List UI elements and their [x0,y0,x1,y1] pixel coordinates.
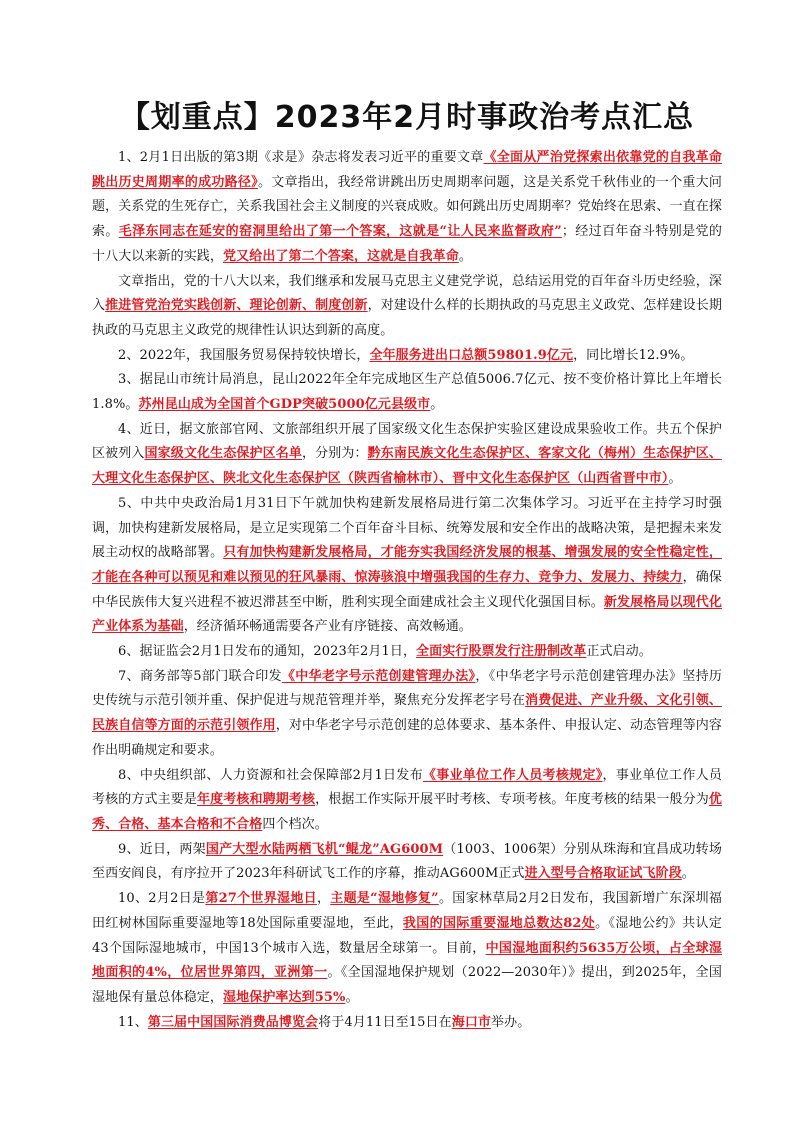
highlighted-text: 我国的国际重要湿地总数达82处 [402,915,596,931]
highlighted-text: 海口市 [451,1014,492,1030]
highlighted-text: 第三届中国国际消费品博览会 [147,1014,319,1030]
body-text: 。文章指出，我经常讲跳出历史周期率问题，这是关系党千秋伟业的一个重大问题，关系党的生死存亡，关系我国社会主义制度的兴衰成败。如何跳出历史周期率？党始终在思索、一直在探索。 [92,174,722,240]
body-text: 4、近日，据文旅部官网、文旅部组织开展了国家级文化生态保护实验区建设成果验收工作。共五个保护区被列入 [92,421,722,462]
paragraph-4 [92,368,722,417]
body-text: 。《湿地公约》共认定43个国际湿地城市，中国13个城市入选，数量居全球第一。目前， [92,915,722,956]
body-text: ，根据工作实际开展平时考核、专项考核。年度考核的结果一般分为 [315,792,709,808]
body-text: ，同比增长12.9%。 [573,347,694,363]
highlighted-text: 优秀、合格、基本合格和不合格 [92,792,722,832]
paragraph-2 [92,270,722,344]
article-body [92,146,722,1035]
body-text: 文章指出，党的十八大以来，我们继承和发展马克思主义建党学说，总结运用党的百年奋斗历史经验，深入 [92,273,722,314]
paragraph-10 [92,838,722,887]
body-text: 正式启动。 [586,644,652,660]
body-text: 3、据昆山市统计局消息，昆山2022年全年完成地区生产总值5006.7亿元、按不变价格计算比上年增长1.8%。 [92,372,722,413]
paragraph-11 [92,887,722,1011]
body-text: 2、2022年，我国服务贸易保持较快增长， [118,347,370,363]
highlighted-text: 毛泽东同志在延安的窑洞里给出了第一个答案，这就是“让人民来监督政府” [118,224,562,240]
highlighted-text: 黔东南民族文化生态保护区、客家文化（梅州）生态保护区、大理文化生态保护区、陕北文化生态保护区（陕西省榆林市）、晋中文化生态保护区（山西省晋中市） [92,446,722,487]
body-text: 11、 [118,1014,148,1030]
body-text: 。 [668,471,682,487]
highlighted-text: 全面实行股票发行注册制改革 [416,644,587,660]
body-text: 7、商务部等5部门联合印发 [118,668,282,684]
paragraph-9 [92,764,722,838]
paragraph-8 [92,665,722,764]
paragraph-3 [92,344,722,369]
paragraph-1 [92,146,722,270]
highlighted-text: 第27个世界湿地日 [205,891,317,907]
highlighted-text: 年度考核和聘期考核 [197,792,316,808]
highlighted-text: 消费促进、产业升级、文化引领、民族自信等方面的示范引领作用 [92,693,722,734]
body-text: 。 [458,248,472,264]
body-text: ，对建设什么样的长期执政的马克思主义政党、怎样建设长期执政的马克思主义政党的规律性认识达到新的高度。 [92,298,722,338]
body-text: ，分别为： [302,446,368,462]
paragraph-5 [92,418,722,492]
body-text: 四个档次。 [262,816,328,832]
body-text: ，事业单位工作人员考核的方式主要是 [92,767,723,808]
highlighted-text: 苏州昆山成为全国首个GDP突破5000亿元县级市 [138,397,431,413]
body-text: 1、2月1日出版的第3期《求是》杂志将发表习近平的重要文章 [118,150,484,165]
body-text: 9、近日，两架 [118,841,206,857]
body-text: （1003、1006架）分别从珠海和宜昌成功转场至西安阎良，有序拉开了2023年科研试飞工作的序幕，推动AG600M正式 [92,841,722,882]
highlighted-text: 全年服务进出口总额59801.9亿元 [369,347,574,363]
highlighted-text: 湿地保护率达到55% [223,989,346,1005]
highlighted-text: 《中华老字号示范创建管理办法》 [281,668,476,684]
body-text: ，对中华老字号示范创建的总体要求、基本条件、申报认定、动态管理等内容作出明确规定和要求。 [92,718,722,758]
body-text: ，确保中华民族伟大复兴进程不被迟滞甚至中断，胜利实现全面建成社会主义现代化强国目标。 [92,569,722,610]
body-text: ，经济循环畅通需要各产业有序链接、高效畅通。 [183,619,472,635]
body-text: 。国家林草局2月2日发布，我国新增广东深圳福田红树林国际重要湿地等18处国际重要湿地，至此， [92,891,722,931]
body-text: 。 [430,397,444,413]
highlighted-text: 推进管党治党实践创新、理论创新、制度创新 [105,298,368,314]
paragraph-6 [92,492,722,640]
body-text: ， [316,891,331,907]
body-text: 。 [345,989,359,1005]
paragraph-12 [92,1011,722,1036]
body-text: 5、中共中央政治局1月31日下午就加快构建新发展格局进行第二次集体学习。习近平在主持学习时强调，加快构建新发展格局，是立足实现第二个百年奋斗目标、统筹发展和安全作出的战略决策，是把握未来发展主动权的战略部署。 [92,495,722,561]
highlighted-text: 中国湿地面积约5635万公顷，占全球湿地面积的4%，位居世界第四，亚洲第一 [92,940,722,981]
body-text: 8、中央组织部、人力资源和社会保障部2月1日发布 [118,767,423,783]
body-text: 10、2月2日是 [118,891,206,907]
document-page [92,96,722,1035]
paragraph-7 [92,640,722,665]
body-text: ；经过百年奋斗特别是党的十八大以来新的实践， [92,224,723,264]
highlighted-text: 《全面从严治党探索出依靠党的自我革命跳出历史周期率的成功路径》 [92,150,722,190]
body-text: 举办。 [491,1014,531,1030]
highlighted-text: 国家级文化生态保护区名单 [144,446,302,462]
body-text: ，《中华老字号示范创建管理办法》坚持历史传统与示范引领并重、保护促进与规范管理并举，聚焦充分发挥老字号在 [92,668,723,709]
highlighted-text: 党又给出了第二个答案，这就是自我革命 [223,248,459,264]
body-text: 将于4月11日至15日在 [318,1014,452,1030]
highlighted-text: 新发展格局以现代化产业体系为基础 [92,594,722,635]
highlighted-text: 国产大型水陆两栖飞机“鲲龙”AG600M [205,841,444,857]
highlighted-text: 主题是“湿地修复” [330,891,439,907]
highlighted-text: 只有加快构建新发展格局，才能夯实我国经济发展的根基、增强发展的安全性稳定性，才能在各种可以预见和难以预见的狂风暴雨、惊涛骇浪中增强我国的生存力、竞争力、发展力、持续力 [92,545,722,585]
page-title: 【划重点】2023年2月时事政治考点汇总 [119,100,695,135]
body-text: 。《全国湿地保护规划（2022—2030年）》提出，到2025年，全国湿地保有量总体稳定， [92,965,722,1005]
body-text: 6、据证监会2月1日发布的通知，2023年2月1日， [118,644,417,660]
highlighted-text: 进入型号合格取证试飞阶段 [524,866,682,882]
body-text: 。 [681,866,695,882]
highlighted-text: 《事业单位工作人员考核规定》 [422,767,603,783]
